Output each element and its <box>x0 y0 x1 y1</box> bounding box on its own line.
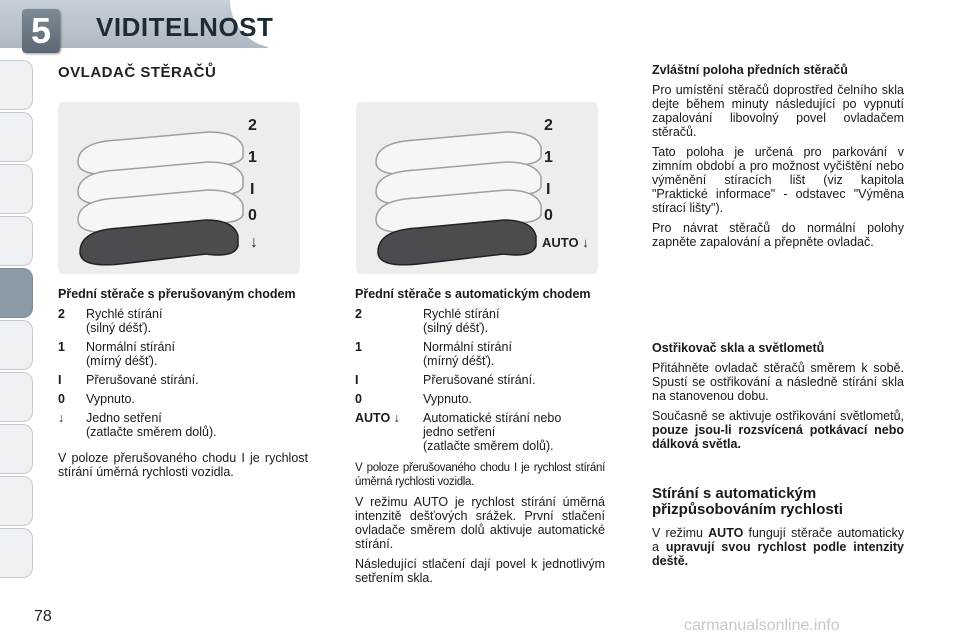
list-item: 0 Vypnuto. <box>58 392 135 406</box>
special-position-text-3: Pro návrat stěračů do normální polohy zapněte zapalování a přepněte ovladač. <box>652 221 904 249</box>
column-special-position <box>652 64 904 255</box>
side-tab-2[interactable] <box>0 112 33 162</box>
section-title: OVLADAČ STĚRAČŮ <box>58 64 217 81</box>
heading-automatic: Přední stěrače s automatickým chodem <box>355 287 591 301</box>
side-tab-9[interactable] <box>0 476 33 526</box>
list-item: I Přerušované stírání. <box>58 373 199 387</box>
washer-text-1: Přitáhněte ovladač stěračů směrem k sobě. Spustí se ostřikování a následně stírání skla na stanovenou dobu. <box>652 361 904 403</box>
wiper-stalk-illustration-left <box>58 102 300 274</box>
position-label-0: 0 <box>544 207 553 224</box>
page-number: 78 <box>34 608 52 625</box>
chapter-title: VIDITELNOST <box>96 12 274 42</box>
heading-auto-speed: Stírání s automatickým přizpůsobováním rychlosti <box>652 485 843 518</box>
header-background <box>268 0 960 48</box>
special-position-text-1: Pro umístění stěračů doprostřed čelního skla dejte během minuty následující po vypnutí zapalování libovolný povel ovladačem stěračů. <box>652 83 904 139</box>
side-tab-4[interactable] <box>0 216 33 266</box>
wiper-stalk-auto-image <box>356 102 598 274</box>
list-item: I Přerušované stírání. <box>355 373 536 387</box>
auto-note-3: Následující stlačení dají povel k jednotlivým setřením skla. <box>355 557 605 585</box>
special-position-text-2: Tato poloha je určená pro parkování v zimním období a pro možnost vyčištění nebo výměnění stíracích lišt (viz kapitola "Praktické informace" - odstavec "Výměna stírací lišty"). <box>652 145 904 215</box>
washer-text-2: Současně se aktivuje ostřikování světlometů, pouze jsou-li rozsvícená potkávací nebo dálková světla. <box>652 409 904 451</box>
list-item: 1 Normální stírání (mírný déšť). <box>58 340 175 368</box>
list-item: 2 Rychlé stírání (silný déšť). <box>58 307 163 335</box>
position-label-i: I <box>546 181 551 198</box>
heading-intermittent: Přední stěrače s přerušovaným chodem <box>58 287 296 301</box>
side-tab-1[interactable] <box>0 60 33 110</box>
wiper-stalk-illustration-right <box>356 102 598 274</box>
list-item: ↓ Jedno setření (zatlačte směrem dolů). <box>58 411 217 439</box>
list-item: 2 Rychlé stírání (silný déšť). <box>355 307 500 335</box>
side-tab-10[interactable] <box>0 528 33 578</box>
column-auto-speed <box>652 486 904 574</box>
heading-special-position: Zvláštní poloha předních stěračů <box>652 63 848 77</box>
side-tab-7[interactable] <box>0 372 33 422</box>
position-label-2: 2 <box>544 117 553 134</box>
side-tab-6[interactable] <box>0 320 33 370</box>
list-item: 1 Normální stírání (mírný déšť). <box>355 340 512 368</box>
side-tab-3[interactable] <box>0 164 33 214</box>
side-tab-8[interactable] <box>0 424 33 474</box>
position-label-1: 1 <box>248 149 257 166</box>
position-label-0: 0 <box>248 207 257 224</box>
column-intermittent-wipers <box>58 288 308 485</box>
list-item: 0 Vypnuto. <box>355 392 472 406</box>
watermark: carmanualsonline.info <box>684 617 840 634</box>
intermittent-note: V poloze přerušovaného chodu I je rychlost stírání úměrná rychlosti vozidla. <box>58 451 308 479</box>
list-item: AUTO ↓ Automatické stírání nebo jedno setření (zatlačte směrem dolů). <box>355 411 562 453</box>
position-label-i: I <box>250 181 255 198</box>
position-label-1: 1 <box>544 149 553 166</box>
auto-note-1: V poloze přerušovaného chodu I je rychlost stírání úměrná rychlosti vozidla. <box>355 462 605 488</box>
auto-speed-text: V režimu AUTO fungují stěrače automaticky a upravují svou rychlost podle intenzity deště. <box>652 526 904 568</box>
wiper-stalk-image <box>58 102 300 274</box>
heading-washer: Ostřikovač skla a světlometů <box>652 341 825 355</box>
column-washer <box>652 342 904 457</box>
auto-note-2: V režimu AUTO je rychlost stírání úměrná intenzitě dešťových srážek. První stlačení ovladače směrem dolů aktivuje automatické stírání. <box>355 495 605 551</box>
position-label-down: ↓ <box>250 234 258 251</box>
position-label-auto: AUTO ↓ <box>542 235 589 250</box>
chapter-number: 5 <box>22 9 60 53</box>
column-automatic-wipers <box>355 288 605 591</box>
position-label-2: 2 <box>248 117 257 134</box>
side-tab-5-active[interactable] <box>0 268 33 318</box>
